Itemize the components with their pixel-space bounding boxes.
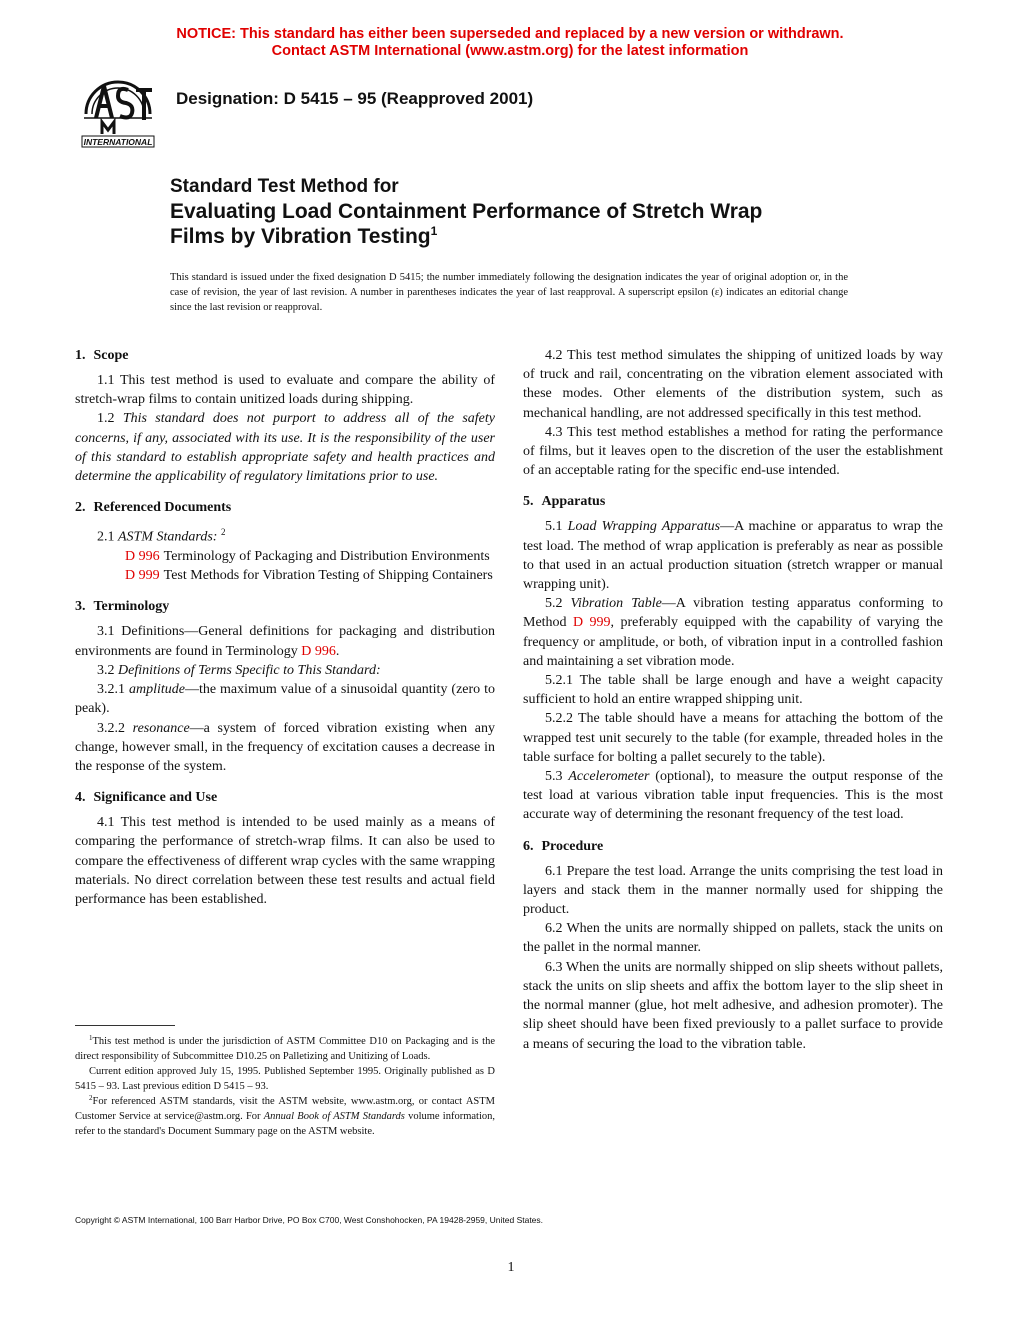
section-title: Terminology (93, 599, 170, 615)
section-apparatus (523, 492, 943, 824)
section-number: 1. (75, 348, 86, 363)
link-d999[interactable]: D 999 (573, 615, 611, 631)
paragraph-number: 2.1 (97, 529, 115, 545)
paragraph-5-3 (523, 767, 943, 825)
section-number: 6. (523, 838, 534, 854)
paragraph-5-2-2: 5.2.2 The table should have a means for attaching the bottom of the wrapped test unit securely to the table (for example, threaded holes in the table surface for bolting a pallet securely to the table). (523, 711, 943, 765)
paragraph-3-2 (75, 661, 495, 680)
footnote-1-edition: Current edition approved July 15, 1995. Published September 1995. Originally published as D 5415 – 93. Last previous edition D 5415 – 93. (75, 1066, 495, 1092)
title-line-1: Standard Test Method for (170, 176, 399, 197)
astm-standards-label: ASTM Standards: (118, 529, 218, 545)
section-title: Procedure (541, 838, 604, 854)
paragraph-text: Definitions of Terms Specific to This Standard: (118, 662, 381, 678)
paragraph-number: 1.2 (97, 411, 115, 427)
punctuation: . (335, 643, 340, 659)
paragraph-number: 5.3 (545, 769, 563, 785)
section-significance-and-use (75, 788, 495, 909)
paragraph-1-2 (75, 409, 495, 486)
paragraph-3-2-2 (75, 719, 495, 777)
section-procedure (523, 837, 943, 1054)
astm-international-logo (76, 72, 160, 150)
footnote-1 (75, 1034, 495, 1064)
footnote-mark: 2 (89, 1094, 93, 1102)
footnote-divider (75, 1025, 175, 1026)
reference-title: Terminology of Packaging and Distribution Environments (163, 549, 490, 565)
footnote-2 (75, 1094, 495, 1139)
reference-d999 (75, 566, 495, 585)
paragraph-6-2: 6.2 When the units are normally shipped on pallets, stack the units on the pallet in the normal manner. (523, 921, 943, 956)
paragraph-1-1: 1.1 This test method is used to evaluate and compare the ability of stretch-wrap films to contain unitized loads during shipping. (75, 373, 495, 408)
defined-term: amplitude (128, 682, 185, 698)
footnote-text: volume information, refer to the standard's Document Summary page on the ASTM website. (75, 1111, 495, 1137)
paragraph-number: 5.2 (545, 596, 563, 612)
section-title: Apparatus (541, 494, 606, 510)
link-d999[interactable]: D 999 (125, 568, 160, 584)
section-heading (523, 492, 943, 511)
footnote-mark: 1 (89, 1034, 93, 1042)
paragraph-3-2-1 (75, 680, 495, 718)
defined-term: resonance (132, 720, 190, 736)
paragraph-number: 3.2 (97, 662, 115, 678)
title-footnote-mark: 1 (430, 224, 438, 238)
paragraph-5-2-1: 5.2.1 The table shall be large enough and have a weight capacity sufficient to hold an entire wrapped shipping unit. (523, 673, 943, 708)
section-number: 4. (75, 790, 86, 806)
paragraph-5-2 (523, 594, 943, 671)
section-number: 2. (75, 500, 86, 516)
document-title (170, 175, 870, 249)
notice-line-2: Contact ASTM International (www.astm.org) for the latest information (271, 43, 749, 59)
paragraph-6-3: 6.3 When the units are normally shipped on slip sheets without pallets, stack the units on slip sheets and affix the bottom layer to the slip sheet in the normal manner (glue, hot melt adhesive, and adhesion promoter). The slip sheet should have been fixed previously to a pallet surface to provide a means of securing the load to the vibration table. (523, 959, 943, 1052)
definition-text: —a system of forced vibration existing when any change, however small, in the frequency of excitation causes a decrease in the response of the system. (75, 720, 496, 774)
footnote-mark: 2 (220, 527, 226, 538)
issued-under-note: This standard is issued under the fixed designation D 5415; the number immediately following the designation indicates the year of original adoption or, in the case of revision, the year of last revision. A number in parentheses indicates the year of last reapproval. A superscript epsilon (ε) indicates an editorial change since the last revision or reapproval. (170, 272, 848, 313)
paragraph-number: 3.2.1 (97, 682, 125, 698)
right-column (523, 346, 943, 1066)
section-scope (75, 346, 495, 486)
section-heading (75, 788, 495, 807)
section-heading (75, 597, 495, 616)
paragraph-5-1 (523, 517, 943, 594)
section-number: 5. (523, 494, 534, 510)
section-heading (75, 498, 495, 517)
section-significance-continued (523, 346, 943, 480)
link-d996[interactable]: D 996 (125, 549, 160, 565)
section-heading (75, 346, 495, 365)
page-number: 1 (507, 1260, 515, 1275)
copyright-line: Copyright © ASTM International, 100 Barr Harbor Drive, PO Box C700, West Conshohocken, PA 19428-2959, United States. (75, 1215, 544, 1225)
paragraph-number: 3.2.2 (97, 720, 125, 736)
definition-text: —the maximum value of a sinusoidal quantity (zero to peak). (75, 682, 496, 717)
notice-line-1: NOTICE: This standard has either been superseded and replaced by a new version or withdrawn. (176, 26, 844, 42)
apparatus-term: Accelerometer (568, 769, 650, 785)
section-title: Referenced Documents (93, 500, 232, 516)
paragraph-4-1: 4.1 This test method is intended to be used mainly as a means of comparing the performance of stretch-wrap films. It can also be used to compare the effectiveness of different wrap cycles with the same wrapping materials. No direct correlation between these test results and actual field performance has been established. (75, 815, 495, 907)
designation: Designation: D 5415 – 95 (Reapproved 2001) (176, 89, 534, 108)
paragraph-number: 5.1 (545, 519, 563, 535)
paragraph-3-1 (75, 622, 495, 660)
paragraph-text: —A vibration testing apparatus conforming to Method (523, 596, 944, 631)
reference-d996 (75, 547, 495, 566)
astm-logo-icon (76, 72, 160, 150)
section-referenced-documents (75, 498, 495, 585)
paragraph-text: , preferably equipped with the capability of varying the frequency or amplitude, or both, of vibration input in a controlled fashion and maintaining a set vibration mode. (523, 615, 944, 669)
title-line-2: Evaluating Load Containment Performance of Stretch Wrap (170, 200, 763, 223)
footnote-book-title: Annual Book of ASTM Standards (263, 1111, 405, 1122)
paragraph-4-3: 4.3 This test method establishes a method for rating the performance of films, but it leaves open to the discretion of the user the establishment of an acceptable rating for the specific end-use intended. (523, 424, 943, 479)
logo-subtext: INTERNATIONAL (83, 137, 153, 147)
link-d996[interactable]: D 996 (301, 643, 336, 659)
footnotes (75, 1034, 495, 1139)
paragraph-text: —A machine or apparatus to wrap the test load. The method of wrap application is preferably as near as possible to that used in an actual production situation (stretch wrapper or manual wrapping unit). (523, 519, 944, 593)
apparatus-term: Vibration Table (570, 596, 662, 612)
paragraph-6-1: 6.1 Prepare the test load. Arrange the units comprising the test load in layers and stack them in the manner normally used for shipping the product. (523, 863, 943, 918)
section-title: Significance and Use (93, 790, 218, 806)
section-heading (523, 837, 943, 856)
footnote-text: For referenced ASTM standards, visit the ASTM website, www.astm.org, or contact ASTM Customer Service at service@astm.org. For (75, 1096, 495, 1122)
section-terminology (75, 597, 495, 776)
section-title: Scope (93, 348, 129, 363)
left-column (75, 346, 495, 921)
paragraph-4-2: 4.2 This test method simulates the shipping of unitized loads by way of truck and rail, concentrating on the vibration element associated with these modes. Other elements of the distribution system, such as mechanical handling, are not addressed specifically in this test method. (523, 348, 943, 421)
safety-statement: This standard does not purport to address all of the safety concerns, if any, associated with its use. It is the responsibility of the user of this standard to establish appropriate safety and health practices and determine the applicability of regulatory limitations prior to use. (75, 411, 495, 485)
section-number: 3. (75, 599, 86, 615)
reference-title: Test Methods for Vibration Testing of Shipping Containers (163, 568, 493, 584)
paragraph-text: (optional), to measure the output response of the test load at various vibration table input frequencies. This is the most accurate way of determining the resonant frequency of the test load. (523, 769, 944, 823)
footnote-text: This test method is under the jurisdiction of ASTM Committee D10 on Packaging and is the direct responsibility of Subcommittee D10.25 on Palletizing and Unitizing of Loads. (75, 1036, 495, 1062)
apparatus-term: Load Wrapping Apparatus (567, 519, 721, 535)
supersession-notice (0, 26, 1020, 60)
title-line-3-text: Films by Vibration Testing (170, 225, 431, 248)
paragraph-2-1 (75, 523, 495, 547)
paragraph-text: 3.1 Definitions—General definitions for packaging and distribution environments are found in Terminology (75, 624, 495, 659)
title-line-3 (170, 224, 870, 249)
